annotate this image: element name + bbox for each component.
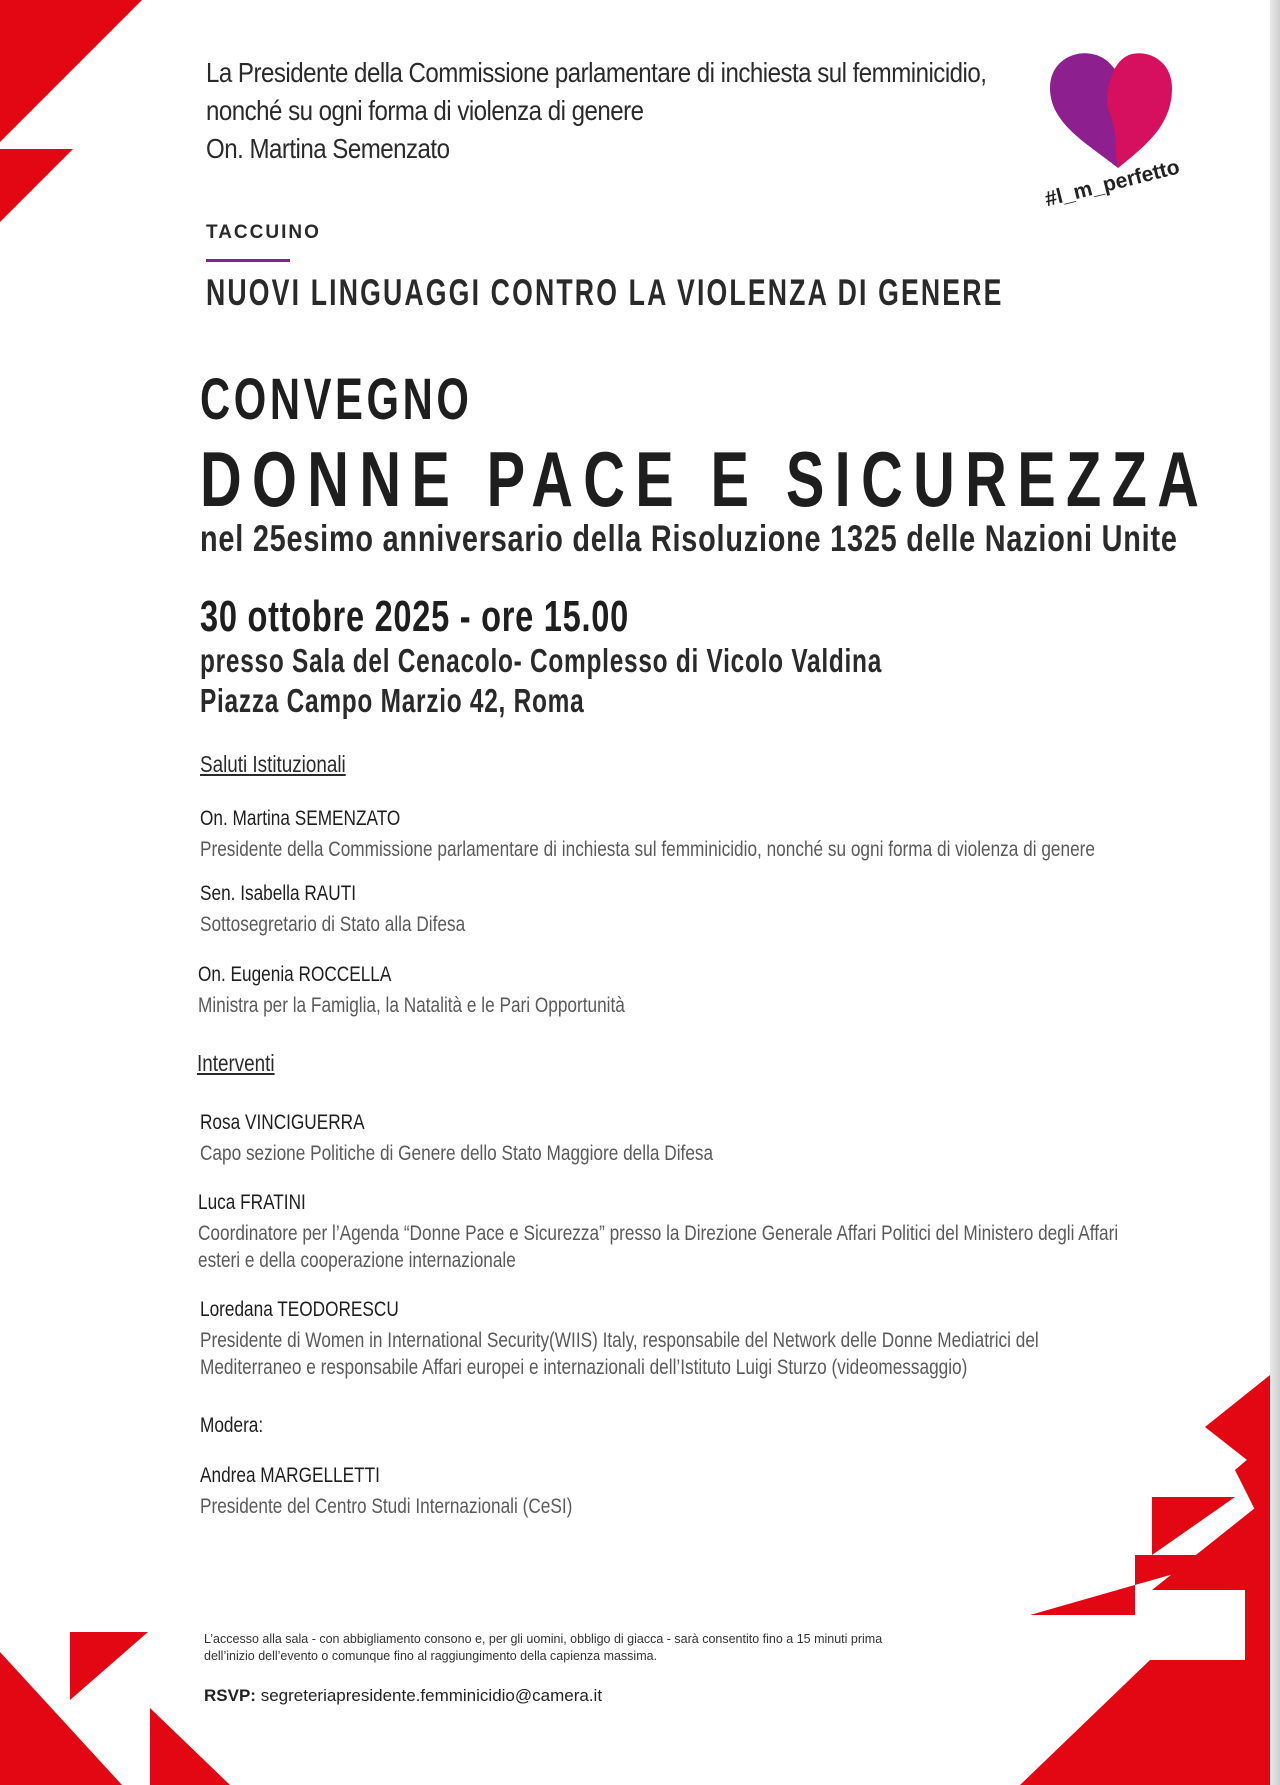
speaker-name: On. Eugenia ROCCELLA (198, 963, 392, 986)
speaker-name: Sen. Isabella RAUTI (200, 882, 357, 905)
access-note-line-2: dell’inizio dell’evento o comunque fino al raggiungimento della capienza massima. (204, 1649, 658, 1663)
corner-shape-left-triangle (0, 149, 73, 222)
speaker-role: esteri e della cooperazione internazionale (198, 1249, 516, 1272)
moderator-heading: Modera: (200, 1414, 264, 1437)
event-venue-line-1: presso Sala del Cenacolo- Complesso di Vicolo Valdina (200, 642, 883, 679)
header-line-3: On. Martina Semenzato (206, 133, 450, 164)
speaker-role: Presidente di Women in International Security(WIIS) Italy, responsabile del Network delle Donne Mediatrici del (200, 1329, 1039, 1352)
rsvp-label: RSVP: (204, 1686, 256, 1705)
speaker-role: Presidente della Commissione parlamentare di inchiesta sul femminicidio, nonché su ogni forma di violenza di genere (200, 838, 1095, 861)
section-heading-interventi: Interventi (197, 1050, 275, 1076)
speaker-role: Capo sezione Politiche di Genere dello Stato Maggiore della Difesa (200, 1142, 714, 1165)
access-note-line-1: L’accesso alla sala - con abbigliamento consono e, per gli uomini, obbligo di giacca - sarà consentito fino a 15 minuti prima (204, 1632, 883, 1646)
event-type: CONVEGNO (200, 367, 473, 432)
event-title: DONNE PACE E SICUREZZA (200, 435, 1210, 523)
header-line-2: nonché su ogni forma di violenza di genere (206, 95, 644, 126)
speaker-name: Rosa VINCIGUERRA (200, 1111, 365, 1134)
series-title: NUOVI LINGUAGGI CONTRO LA VIOLENZA DI GENERE (206, 272, 1004, 313)
corner-shape-bottom-left-3 (150, 1708, 230, 1785)
logo (1038, 44, 1188, 219)
speaker-role: Coordinatore per l’Agenda “Donne Pace e Sicurezza” presso la Direzione Generale Affari Politici del Ministero degli Affari (198, 1222, 1119, 1245)
corner-shape-bottom-left-1 (70, 1632, 148, 1700)
section-heading-saluti: Saluti Istituzionali (200, 751, 346, 777)
kicker-underline (206, 259, 290, 262)
speaker-role: Sottosegretario di Stato alla Difesa (200, 913, 466, 936)
speaker-role: Mediterraneo e responsabile Affari europei e internazionali dell’Istituto Luigi Sturzo (videomessaggio) (200, 1356, 968, 1379)
event-subtitle: nel 25esimo anniversario della Risoluzione 1325 delle Nazioni Unite (200, 518, 1178, 559)
rsvp (204, 1686, 602, 1706)
access-note (204, 1631, 882, 1665)
event-datetime: 30 ottobre 2025 - ore 15.00 (200, 592, 629, 641)
corner-shape-top-left (0, 0, 142, 142)
corner-shape-bottom-left-2 (0, 1652, 122, 1785)
header-line-1: La Presidente della Commissione parlamentare di inchiesta sul femminicidio, (206, 57, 987, 88)
page-edge-shadow (1270, 0, 1280, 1785)
speaker-name: Loredana TEODORESCU (200, 1298, 399, 1321)
rsvp-email[interactable]: segreteriapresidente.femminicidio@camera.it (260, 1686, 603, 1705)
speaker-name: Luca FRATINI (198, 1191, 306, 1214)
kicker-label: TACCUINO (206, 222, 321, 243)
moderator-name: Andrea MARGELLETTI (200, 1464, 380, 1487)
heart-icon (1050, 53, 1172, 168)
event-venue-line-2: Piazza Campo Marzio 42, Roma (200, 682, 585, 719)
logo-hashtag: #l_m_perfetto (1042, 155, 1182, 212)
speaker-name: On. Martina SEMENZATO (200, 807, 401, 830)
speaker-role: Ministra per la Famiglia, la Natalità e le Pari Opportunità (198, 994, 625, 1017)
moderator-role: Presidente del Centro Studi Internazionali (CeSI) (200, 1495, 573, 1518)
